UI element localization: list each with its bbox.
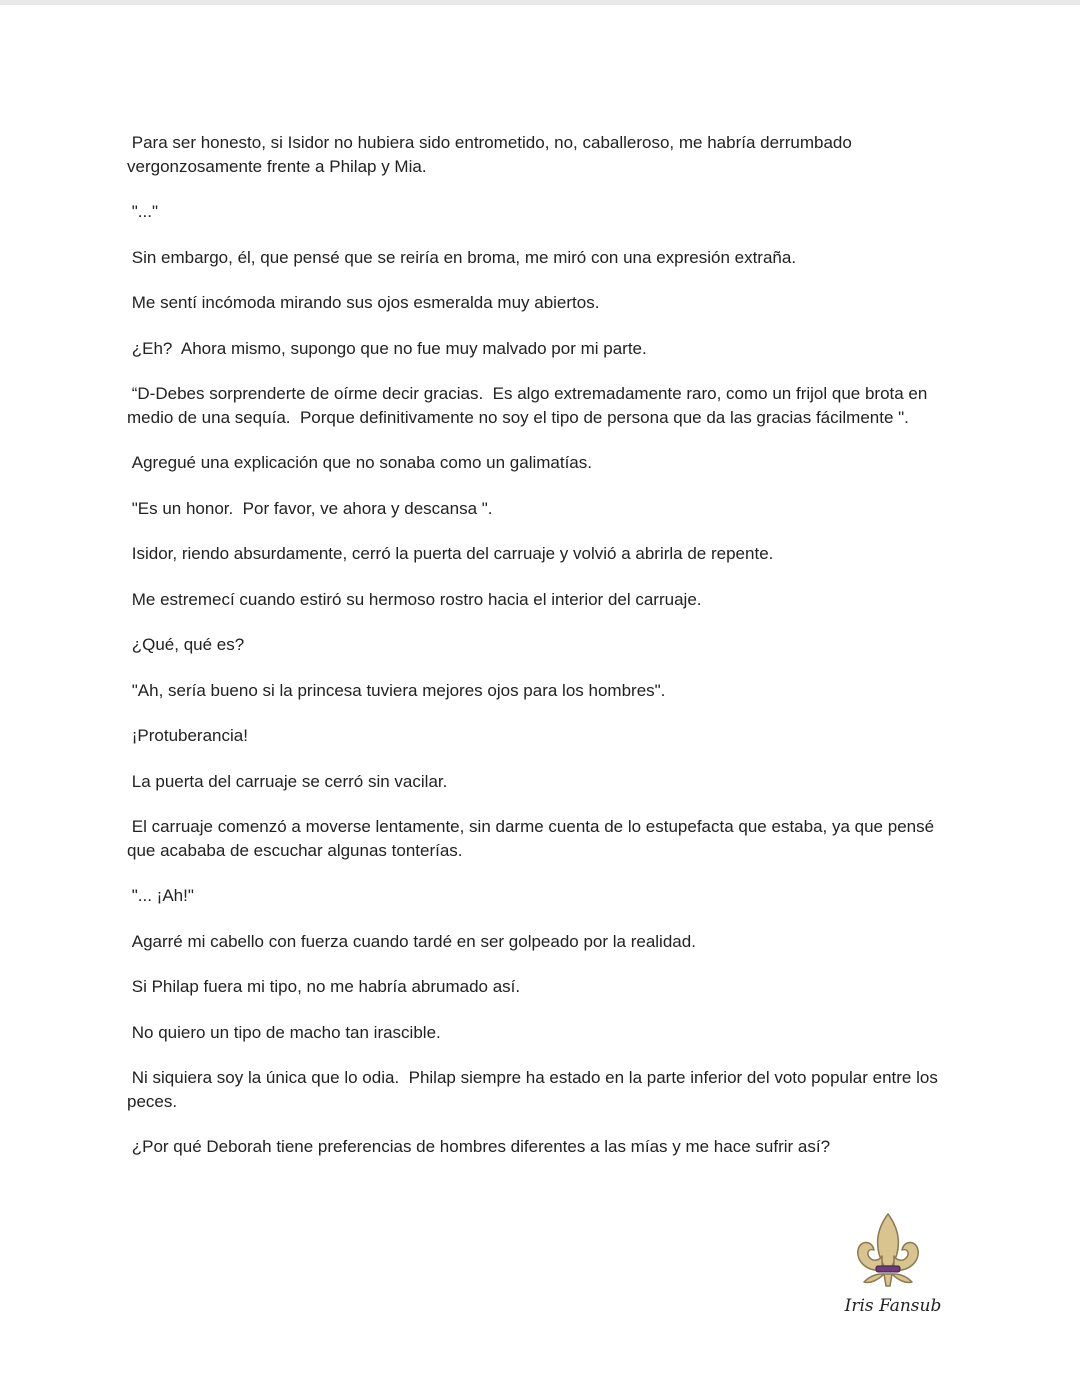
document-body: [127, 131, 957, 1181]
paragraph: Agarré mi cabello con fuerza cuando tardé en ser golpeado por la realidad.: [127, 931, 696, 951]
paragraph: "... ¡Ah!": [127, 886, 194, 905]
paragraph: "Es un honor. Por favor, ve ahora y descansa ".: [127, 498, 493, 518]
paragraph: ¿Eh? Ahora mismo, supongo que no fue muy malvado por mi parte.: [127, 338, 647, 358]
top-divider-bar: [0, 0, 1080, 5]
logo-text: Iris Fansub: [844, 1296, 942, 1316]
fleur-de-lis-icon: [838, 1208, 948, 1298]
paragraph: "Ah, sería bueno si la princesa tuviera mejores ojos para los hombres".: [127, 680, 666, 700]
paragraph: ¿Por qué Deborah tiene preferencias de hombres diferentes a las mías y me hace sufrir así?: [127, 1137, 831, 1156]
paragraph: ¿Qué, qué es?: [127, 635, 245, 654]
paragraph: El carruaje comenzó a moverse lentamente, sin darme cuenta de lo estupefacta que estaba, ya que pensé que acababa de escuchar algunas tonterías.: [127, 817, 939, 860]
paragraph: No quiero un tipo de macho tan irascible.: [127, 1022, 441, 1042]
paragraph: ¡Protuberancia!: [127, 726, 248, 745]
paragraph: “D-Debes sorprenderte de oírme decir gracias. Es algo extremadamente raro, como un frijol que brota en medio de una sequía. Porque definitivamente no soy el tipo de persona que da las gracias fácilmente ".: [127, 384, 933, 427]
paragraph: Ni siquiera soy la única que lo odia. Philap siempre ha estado en la parte inferior del voto popular entre los peces.: [127, 1068, 943, 1111]
paragraph: Isidor, riendo absurdamente, cerró la puerta del carruaje y volvió a abrirla de repente.: [127, 544, 774, 563]
paragraph: Agregué una explicación que no sonaba como un galimatías.: [127, 453, 592, 472]
paragraph: Me sentí incómoda mirando sus ojos esmeralda muy abiertos.: [127, 293, 600, 312]
paragraph: La puerta del carruaje se cerró sin vacilar.: [127, 771, 448, 791]
paragraph: "...": [127, 202, 158, 221]
paragraph: Sin embargo, él, que pensé que se reiría en broma, me miró con una expresión extraña.: [127, 247, 797, 267]
watermark-logo: [838, 1208, 948, 1323]
paragraph: Me estremecí cuando estiró su hermoso rostro hacia el interior del carruaje.: [127, 589, 702, 609]
paragraph: Si Philap fuera mi tipo, no me habría abrumado así.: [127, 977, 521, 996]
fleur-band: [876, 1266, 900, 1272]
paragraph: Para ser honesto, si Isidor no hubiera sido entrometido, no, caballeroso, me habría derrumbado vergonzosamente frente a Philap y Mia.: [127, 133, 857, 176]
